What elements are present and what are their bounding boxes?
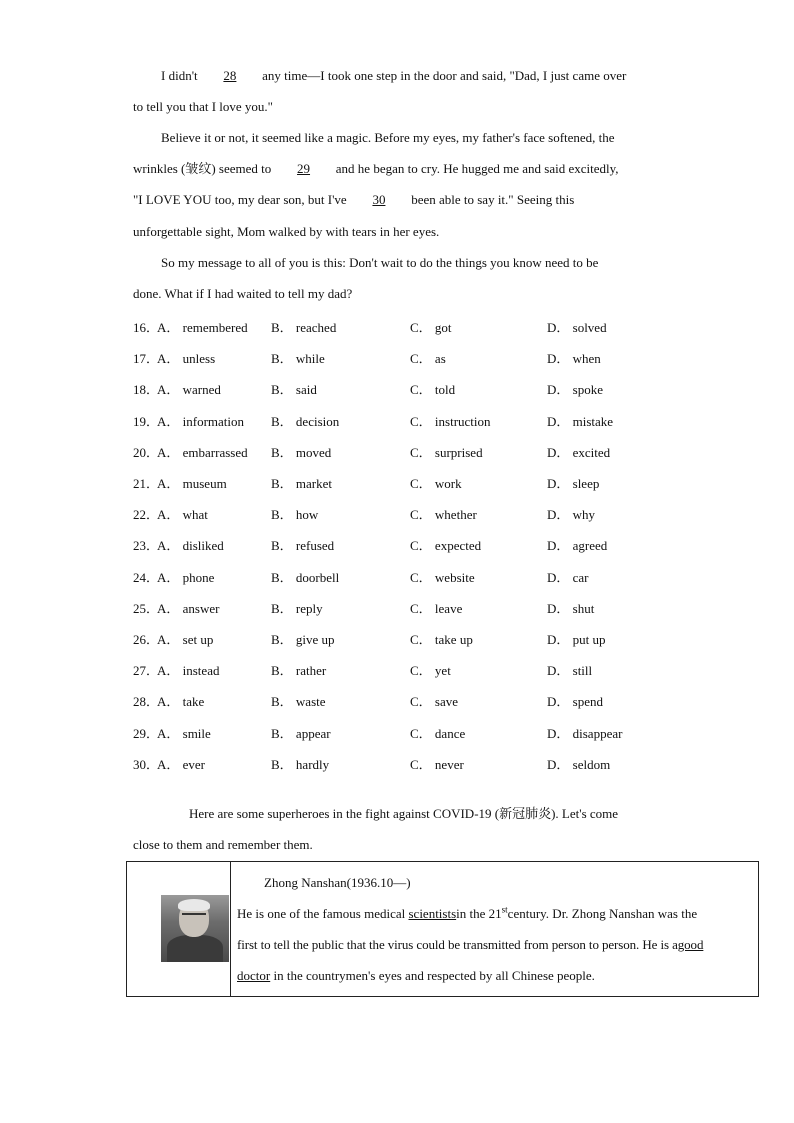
- hero-text-line-2: first to tell the public that the virus could be transmitted from person to person. He is agood: [237, 937, 704, 952]
- option-b[interactable]: B． reached: [271, 320, 337, 335]
- option-a[interactable]: A． remembered: [157, 320, 248, 335]
- option-c[interactable]: C． as: [410, 351, 446, 366]
- option-a[interactable]: A． smile: [157, 726, 211, 741]
- question-number: 18．: [133, 382, 160, 397]
- hero-text-line-1: He is one of the famous medical scientistsin the 21stcentury. Dr. Zhong Nanshan was the: [237, 904, 698, 921]
- option-c[interactable]: C． website: [410, 570, 475, 585]
- option-c[interactable]: C． instruction: [410, 414, 491, 429]
- option-c[interactable]: C． yet: [410, 663, 451, 678]
- question-number: 27．: [133, 663, 160, 678]
- passage-line-5: "I LOVE YOU too, my dear son, but I've 30 been able to say it." Seeing this: [133, 192, 575, 207]
- option-a[interactable]: A． answer: [157, 601, 220, 616]
- hero-name: Zhong Nanshan(1936.10—): [264, 875, 411, 890]
- question-number: 30．: [133, 757, 160, 772]
- hero-text-line-3: doctor in the countrymen's eyes and respected by all Chinese people.: [237, 968, 595, 983]
- blank-29[interactable]: 29: [297, 161, 311, 176]
- option-a[interactable]: A． embarrassed: [157, 445, 248, 460]
- option-c[interactable]: C． told: [410, 382, 456, 397]
- option-c[interactable]: C． work: [410, 476, 462, 491]
- question-number: 16．: [133, 320, 160, 335]
- option-a[interactable]: A． what: [157, 507, 208, 522]
- option-b[interactable]: B． reply: [271, 601, 323, 616]
- passage-line-6: unforgettable sight, Mom walked by with tears in her eyes.: [133, 224, 440, 239]
- option-c[interactable]: C． take up: [410, 632, 473, 647]
- option-a[interactable]: A． take: [157, 694, 205, 709]
- option-a[interactable]: A． ever: [157, 757, 206, 772]
- option-c[interactable]: C． dance: [410, 726, 466, 741]
- option-b[interactable]: B． market: [271, 476, 333, 491]
- blank-28[interactable]: 28: [223, 68, 237, 83]
- option-d[interactable]: D． put up: [547, 632, 606, 647]
- option-d[interactable]: D． spend: [547, 694, 603, 709]
- question-number: 21．: [133, 476, 160, 491]
- option-d[interactable]: D． excited: [547, 445, 611, 460]
- option-d[interactable]: D． why: [547, 507, 596, 522]
- option-d[interactable]: D． shut: [547, 601, 595, 616]
- passage-line-8: done. What if I had waited to tell my dad?: [133, 286, 353, 301]
- option-b[interactable]: B． waste: [271, 694, 326, 709]
- passage-line-2: to tell you that I love you.": [133, 99, 273, 114]
- question-number: 26．: [133, 632, 160, 647]
- option-d[interactable]: D． seldom: [547, 757, 611, 772]
- option-a[interactable]: A． set up: [157, 632, 214, 647]
- option-b[interactable]: B． give up: [271, 632, 335, 647]
- question-number: 22．: [133, 507, 160, 522]
- question-number: 24．: [133, 570, 160, 585]
- option-a[interactable]: A． information: [157, 414, 245, 429]
- passage-line-1: I didn't 28 any time—I took one step in the door and said, "Dad, I just came over: [161, 68, 627, 83]
- intro-line-2: close to them and remember them.: [133, 837, 313, 852]
- option-d[interactable]: D． disappear: [547, 726, 623, 741]
- option-b[interactable]: B． how: [271, 507, 319, 522]
- option-a[interactable]: A． unless: [157, 351, 216, 366]
- option-d[interactable]: D． car: [547, 570, 589, 585]
- option-c[interactable]: C． whether: [410, 507, 477, 522]
- question-number: 20．: [133, 445, 160, 460]
- question-number: 25．: [133, 601, 160, 616]
- option-b[interactable]: B． appear: [271, 726, 331, 741]
- option-c[interactable]: C． never: [410, 757, 464, 772]
- option-c[interactable]: C． got: [410, 320, 452, 335]
- option-a[interactable]: A． warned: [157, 382, 221, 397]
- passage-line-7: So my message to all of you is this: Don't wait to do the things you know need to be: [161, 255, 599, 270]
- option-b[interactable]: B． moved: [271, 445, 332, 460]
- option-b[interactable]: B． while: [271, 351, 325, 366]
- option-b[interactable]: B． decision: [271, 414, 340, 429]
- keyword-doctor: doctor: [237, 968, 271, 983]
- keyword-good: good: [677, 937, 704, 952]
- option-a[interactable]: A． disliked: [157, 538, 224, 553]
- question-number: 29．: [133, 726, 160, 741]
- hero-photo: [161, 895, 229, 962]
- option-d[interactable]: D． still: [547, 663, 593, 678]
- option-a[interactable]: A． phone: [157, 570, 215, 585]
- question-number: 28．: [133, 694, 160, 709]
- question-number: 19．: [133, 414, 160, 429]
- option-d[interactable]: D． solved: [547, 320, 607, 335]
- option-d[interactable]: D． mistake: [547, 414, 614, 429]
- option-c[interactable]: C． surprised: [410, 445, 483, 460]
- passage-line-4: wrinkles (皱纹) seemed to 29 and he began to cry. He hugged me and said excitedly,: [133, 161, 619, 176]
- option-d[interactable]: D． when: [547, 351, 601, 366]
- option-a[interactable]: A． museum: [157, 476, 227, 491]
- option-b[interactable]: B． refused: [271, 538, 335, 553]
- option-d[interactable]: D． agreed: [547, 538, 608, 553]
- keyword-scientists: scientists: [408, 906, 457, 921]
- option-b[interactable]: B． hardly: [271, 757, 330, 772]
- blank-30[interactable]: 30: [372, 192, 386, 207]
- option-b[interactable]: B． said: [271, 382, 317, 397]
- option-d[interactable]: D． sleep: [547, 476, 600, 491]
- question-number: 23．: [133, 538, 160, 553]
- option-b[interactable]: B． rather: [271, 663, 327, 678]
- question-number: 17．: [133, 351, 160, 366]
- option-a[interactable]: A． instead: [157, 663, 220, 678]
- option-c[interactable]: C． leave: [410, 601, 463, 616]
- option-c[interactable]: C． save: [410, 694, 459, 709]
- option-b[interactable]: B． doorbell: [271, 570, 340, 585]
- intro-line-1: Here are some superheroes in the fight against COVID-19 (新冠肺炎). Let's come: [189, 806, 619, 821]
- passage-line-3: Believe it or not, it seemed like a magic. Before my eyes, my father's face softened, the: [161, 130, 615, 145]
- option-d[interactable]: D． spoke: [547, 382, 603, 397]
- option-c[interactable]: C． expected: [410, 538, 482, 553]
